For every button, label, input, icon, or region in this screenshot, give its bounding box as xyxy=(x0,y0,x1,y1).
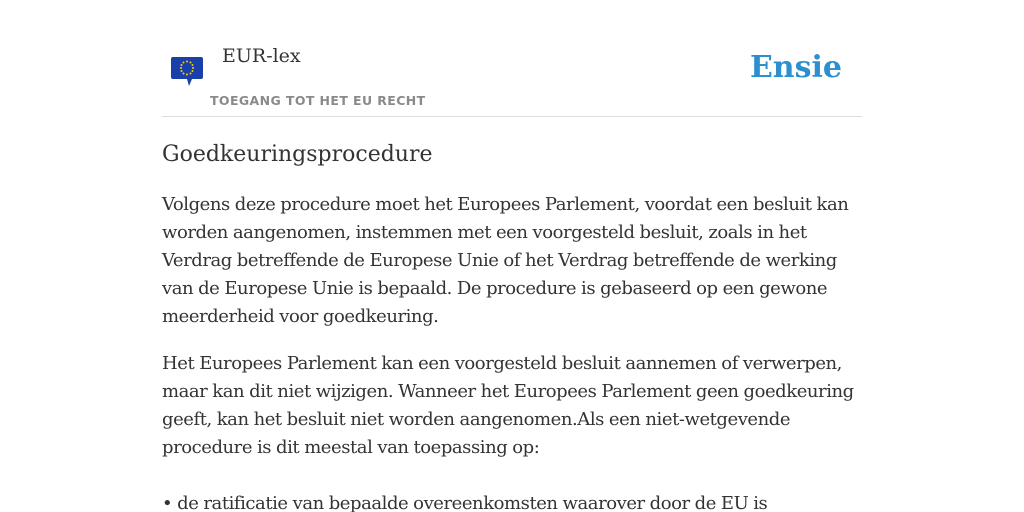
article-title: Goedkeuringsprocedure xyxy=(162,142,433,167)
article-paragraph: Volgens deze procedure moet het Europees Parlement, voordat een besluit kan worden aangenomen, instemmen met een voorgesteld besluit, zoals in het Verdrag betreffende de Europese Unie of het Verdrag betreffende de werking van de Europese Unie is bepaald. De procedure is gebaseerd op een gewone meerderheid voor goedkeuring. xyxy=(162,194,849,327)
site-name[interactable]: EUR-lex xyxy=(222,45,301,67)
site-header xyxy=(162,0,862,117)
site-tagline: TOEGANG TOT HET EU RECHT xyxy=(210,93,426,108)
brand-logo[interactable]: Ensie xyxy=(749,50,842,85)
list-item: • de ratificatie van bepaalde overeenkomsten waarover door de EU is xyxy=(162,493,768,512)
article-paragraph: Het Europees Parlement kan een voorgesteld besluit aannemen of verwerpen, maar kan dit niet wijzigen. Wanneer het Europees Parlement geen goedkeuring geeft, kan het besluit niet worden aangenomen.Als een niet-wetgevende procedure is dit meestal van toepassing op: xyxy=(162,353,854,458)
article-content xyxy=(162,138,862,512)
eu-flag-logo-icon[interactable] xyxy=(170,56,204,88)
